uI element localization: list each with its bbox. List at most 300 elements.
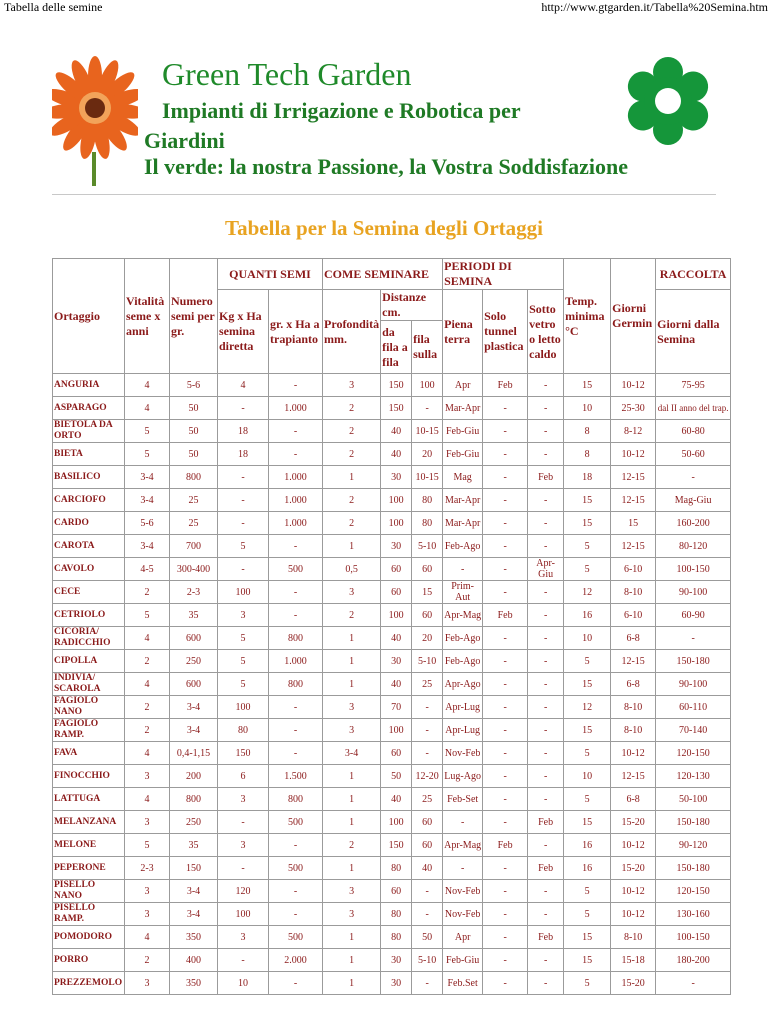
table-cell: 15	[564, 926, 611, 949]
table-cell: 4	[125, 742, 170, 765]
table-cell: Feb-Giu	[443, 443, 483, 466]
table-cell: 3-4	[170, 880, 218, 903]
header-ortaggio: Ortaggio	[53, 259, 125, 374]
table-row	[53, 443, 731, 466]
table-cell: 300-400	[170, 558, 218, 581]
header-periodi: PERIODI DI SEMINA	[443, 259, 564, 290]
table-cell: Apr	[443, 926, 483, 949]
table-cell: 20	[412, 443, 443, 466]
table-cell: -	[218, 558, 269, 581]
header-distanze: Distanze cm.	[381, 290, 443, 321]
table-cell: -	[412, 742, 443, 765]
table-cell: 5	[564, 903, 611, 926]
table-cell: -	[269, 374, 323, 397]
table-cell: 5-10	[412, 535, 443, 558]
table-cell: 3	[323, 719, 381, 742]
table-cell: 150	[218, 742, 269, 765]
table-cell: 1	[323, 857, 381, 880]
table-cell: 50	[412, 926, 443, 949]
table-cell: 12	[564, 696, 611, 719]
table-cell: -	[483, 719, 528, 742]
table-cell: -	[528, 673, 564, 696]
table-row	[53, 397, 731, 420]
table-row	[53, 926, 731, 949]
header-giorni-germin: Giorni Germin	[611, 259, 656, 374]
cell-ortaggio: CARDO	[53, 512, 125, 535]
table-cell: 3	[125, 811, 170, 834]
table-row	[53, 535, 731, 558]
table-cell: 2	[125, 719, 170, 742]
table-cell: 2	[125, 949, 170, 972]
table-cell: -	[412, 397, 443, 420]
table-cell: 6-8	[611, 788, 656, 811]
table-cell: Feb-Set	[443, 788, 483, 811]
cell-ortaggio: CIPOLLA	[53, 650, 125, 673]
table-cell: Feb	[528, 466, 564, 489]
table-cell: 5-10	[412, 650, 443, 673]
table-cell: 500	[269, 558, 323, 581]
table-row	[53, 581, 731, 604]
table-cell: -	[483, 857, 528, 880]
table-cell: 25	[412, 673, 443, 696]
table-cell: 1	[323, 949, 381, 972]
table-cell: 25	[170, 489, 218, 512]
table-row	[53, 627, 731, 650]
table-cell: 100	[218, 903, 269, 926]
table-cell: 12-20	[412, 765, 443, 788]
table-cell: -	[443, 857, 483, 880]
table-cell: 3	[323, 903, 381, 926]
table-cell: -	[218, 512, 269, 535]
table-cell: 100	[381, 512, 412, 535]
table-cell: 10-12	[611, 903, 656, 926]
table-cell: 10	[564, 627, 611, 650]
table-cell: 90-100	[656, 673, 731, 696]
table-cell: 2	[323, 834, 381, 857]
table-cell: 150-180	[656, 857, 731, 880]
header-kg-ha: Kg x Ha semina diretta	[218, 290, 269, 374]
table-cell: 60-80	[656, 420, 731, 443]
table-cell: 800	[269, 673, 323, 696]
cell-ortaggio: PEPERONE	[53, 857, 125, 880]
table-row	[53, 604, 731, 627]
table-cell: -	[483, 397, 528, 420]
table-cell: -	[528, 535, 564, 558]
table-cell: 800	[170, 466, 218, 489]
table-row	[53, 765, 731, 788]
cell-ortaggio: CARCIOFO	[53, 489, 125, 512]
table-cell: Apr	[443, 374, 483, 397]
table-cell: 600	[170, 673, 218, 696]
cell-ortaggio: BIETA	[53, 443, 125, 466]
table-cell: 4	[125, 788, 170, 811]
table-cell: -	[483, 466, 528, 489]
table-cell: 40	[381, 420, 412, 443]
table-cell: 400	[170, 949, 218, 972]
table-cell: 5	[218, 650, 269, 673]
table-cell: 10	[564, 765, 611, 788]
table-cell: 18	[218, 420, 269, 443]
table-cell: 3	[323, 696, 381, 719]
table-cell: 40	[412, 857, 443, 880]
table-cell: 60	[412, 811, 443, 834]
table-cell: 1.000	[269, 397, 323, 420]
table-cell: dal II anno del trap.	[656, 397, 731, 420]
table-cell: 15	[564, 949, 611, 972]
cell-ortaggio: ANGURIA	[53, 374, 125, 397]
table-cell: 600	[170, 627, 218, 650]
table-row	[53, 742, 731, 765]
table-cell: -	[656, 972, 731, 995]
table-cell: 0,4-1,15	[170, 742, 218, 765]
table-cell: -	[528, 397, 564, 420]
table-cell: 30	[381, 466, 412, 489]
table-cell: Feb	[483, 604, 528, 627]
table-cell: Feb	[528, 857, 564, 880]
table-row	[53, 857, 731, 880]
table-cell: -	[528, 742, 564, 765]
table-cell: 5-6	[125, 512, 170, 535]
table-cell: 80-120	[656, 535, 731, 558]
table-cell: Feb-Ago	[443, 627, 483, 650]
table-cell: -	[412, 719, 443, 742]
table-cell: 1	[323, 765, 381, 788]
table-cell: 8-10	[611, 581, 656, 604]
table-cell: 10-12	[611, 742, 656, 765]
table-cell: 3	[218, 604, 269, 627]
table-cell: 1.000	[269, 650, 323, 673]
header-raccolta: RACCOLTA	[656, 259, 731, 290]
table-cell: 100	[381, 604, 412, 627]
table-cell: -	[528, 880, 564, 903]
table-cell: 12-15	[611, 535, 656, 558]
table-cell: -	[269, 604, 323, 627]
table-cell: -	[443, 558, 483, 581]
table-cell: 3-4	[125, 466, 170, 489]
table-row	[53, 719, 731, 742]
table-cell: -	[656, 466, 731, 489]
table-cell: -	[528, 604, 564, 627]
company-slogan: Il verde: la nostra Passione, la Vostra Soddisfazione	[144, 154, 629, 179]
cell-ortaggio: PREZZEMOLO	[53, 972, 125, 995]
table-cell: -	[269, 719, 323, 742]
table-cell: 4	[125, 397, 170, 420]
table-cell: Apr-Giu	[528, 558, 564, 581]
company-subtitle-line2: Giardini	[144, 128, 225, 153]
table-cell: -	[269, 696, 323, 719]
table-cell: 150	[381, 834, 412, 857]
table-cell: 1.000	[269, 466, 323, 489]
header-divider	[52, 194, 716, 195]
table-cell: Lug-Ago	[443, 765, 483, 788]
table-cell: 15	[564, 811, 611, 834]
table-cell: -	[483, 972, 528, 995]
table-cell: -	[528, 581, 564, 604]
table-cell: 4	[218, 374, 269, 397]
table-cell: -	[483, 627, 528, 650]
table-cell: 10-12	[611, 834, 656, 857]
table-cell: 12-15	[611, 650, 656, 673]
table-cell: -	[483, 696, 528, 719]
table-row	[53, 788, 731, 811]
table-cell: 30	[381, 972, 412, 995]
table-cell: -	[483, 811, 528, 834]
table-cell: 2	[125, 696, 170, 719]
cell-ortaggio: FAGIOLO NANO	[53, 696, 125, 719]
table-cell: 35	[170, 834, 218, 857]
table-cell: 5	[125, 443, 170, 466]
table-cell: 3	[218, 834, 269, 857]
table-cell: -	[483, 420, 528, 443]
table-cell: 60	[381, 581, 412, 604]
table-cell: 800	[269, 788, 323, 811]
table-row	[53, 558, 731, 581]
table-cell: Feb	[528, 926, 564, 949]
table-cell: 30	[381, 949, 412, 972]
table-cell: 10-15	[412, 420, 443, 443]
table-cell: 100	[412, 374, 443, 397]
table-cell: 130-160	[656, 903, 731, 926]
table-row	[53, 673, 731, 696]
sowing-table	[52, 258, 731, 995]
table-cell: -	[483, 788, 528, 811]
table-cell: 700	[170, 535, 218, 558]
table-cell: 8-10	[611, 696, 656, 719]
company-name: Green Tech Garden	[162, 56, 412, 92]
table-cell: 5	[125, 834, 170, 857]
table-cell: -	[528, 949, 564, 972]
table-cell: 15	[564, 512, 611, 535]
cell-ortaggio: LATTUGA	[53, 788, 125, 811]
table-cell: 8-10	[611, 719, 656, 742]
table-cell: -	[483, 581, 528, 604]
table-cell: 16	[564, 857, 611, 880]
table-cell: 80	[381, 926, 412, 949]
table-cell: Mar-Apr	[443, 489, 483, 512]
table-cell: 3-4	[170, 719, 218, 742]
table-row	[53, 903, 731, 926]
table-cell: -	[412, 972, 443, 995]
table-cell: -	[483, 558, 528, 581]
table-cell: Apr-Lug	[443, 719, 483, 742]
table-cell: 60	[412, 604, 443, 627]
table-cell: 1	[323, 926, 381, 949]
table-cell: -	[528, 489, 564, 512]
table-cell: 18	[564, 466, 611, 489]
table-cell: -	[412, 880, 443, 903]
table-cell: Mar-Apr	[443, 397, 483, 420]
table-row	[53, 834, 731, 857]
table-cell: 100-150	[656, 558, 731, 581]
table-cell: -	[483, 443, 528, 466]
table-cell: 100-150	[656, 926, 731, 949]
table-cell: Feb-Ago	[443, 650, 483, 673]
table-cell: 4	[125, 374, 170, 397]
table-cell: 3	[323, 581, 381, 604]
table-cell: 1.000	[269, 512, 323, 535]
table-cell: Nov-Feb	[443, 880, 483, 903]
table-cell: 150-180	[656, 650, 731, 673]
table-cell: 800	[269, 627, 323, 650]
table-cell: 6-8	[611, 673, 656, 696]
table-cell: -	[218, 949, 269, 972]
table-cell: 10-12	[611, 880, 656, 903]
table-cell: 8-10	[611, 926, 656, 949]
table-cell: 3-4	[170, 903, 218, 926]
table-cell: -	[528, 627, 564, 650]
table-cell: Mag-Giu	[656, 489, 731, 512]
table-cell: 2	[125, 581, 170, 604]
table-cell: -	[269, 903, 323, 926]
table-cell: 5	[218, 627, 269, 650]
cell-ortaggio: POMODORO	[53, 926, 125, 949]
table-cell: Feb	[483, 834, 528, 857]
table-cell: 5	[564, 558, 611, 581]
header-profondita: Profondità mm.	[323, 290, 381, 374]
table-cell: 60	[381, 742, 412, 765]
table-cell: 10	[564, 397, 611, 420]
table-cell: 3	[125, 972, 170, 995]
table-cell: 2	[323, 512, 381, 535]
table-cell: 5	[218, 673, 269, 696]
header-sotto-vetro: Sotto vetro o letto caldo	[528, 290, 564, 374]
table-row	[53, 880, 731, 903]
table-cell: 3-4	[323, 742, 381, 765]
table-cell: 60-90	[656, 604, 731, 627]
header-come-seminare: COME SEMINARE	[323, 259, 443, 290]
table-cell: 5	[564, 535, 611, 558]
table-cell: 150	[170, 857, 218, 880]
table-cell: 150	[381, 374, 412, 397]
table-cell: Feb-Giu	[443, 420, 483, 443]
table-cell: 3	[125, 903, 170, 926]
table-cell: -	[528, 788, 564, 811]
table-cell: 10-15	[412, 466, 443, 489]
table-cell: 2	[323, 604, 381, 627]
table-cell: 3-4	[125, 489, 170, 512]
table-cell: 16	[564, 604, 611, 627]
table-cell: -	[483, 765, 528, 788]
table-cell: 60-110	[656, 696, 731, 719]
table-cell: -	[528, 719, 564, 742]
cell-ortaggio: MELANZANA	[53, 811, 125, 834]
table-cell: Feb	[528, 811, 564, 834]
table-cell: 15	[611, 512, 656, 535]
table-cell: 5-6	[170, 374, 218, 397]
header-piena-terra: Piena terra	[443, 290, 483, 374]
table-cell: Feb-Ago	[443, 535, 483, 558]
table-cell: 1	[323, 650, 381, 673]
table-cell: 150	[381, 397, 412, 420]
table-cell: -	[483, 650, 528, 673]
table-cell: 2	[323, 420, 381, 443]
table-cell: 120-150	[656, 880, 731, 903]
table-cell: -	[528, 834, 564, 857]
table-cell: 3	[218, 926, 269, 949]
table-row	[53, 696, 731, 719]
table-cell: 5	[564, 742, 611, 765]
table-cell: 60	[381, 880, 412, 903]
table-cell: Apr-Mag	[443, 834, 483, 857]
table-cell: Prim-Aut	[443, 581, 483, 604]
table-cell: 30	[381, 650, 412, 673]
table-cell: 250	[170, 811, 218, 834]
table-cell: -	[656, 627, 731, 650]
table-cell: 3	[323, 880, 381, 903]
table-cell: 40	[381, 788, 412, 811]
cell-ortaggio: CAROTA	[53, 535, 125, 558]
cell-ortaggio: CAVOLO	[53, 558, 125, 581]
table-cell: 50	[170, 420, 218, 443]
table-cell: 60	[412, 834, 443, 857]
page-header-title: Tabella delle semine	[4, 0, 103, 14]
table-cell: 90-100	[656, 581, 731, 604]
table-row	[53, 650, 731, 673]
table-cell: 40	[381, 443, 412, 466]
table-cell: 80	[381, 903, 412, 926]
table-cell: 100	[218, 696, 269, 719]
header-numero-semi: Numero semi per gr.	[170, 259, 218, 374]
table-row	[53, 466, 731, 489]
table-cell: -	[269, 834, 323, 857]
table-cell: -	[218, 397, 269, 420]
table-row	[53, 374, 731, 397]
cell-ortaggio: PISELLO NANO	[53, 880, 125, 903]
table-cell: -	[528, 443, 564, 466]
table-cell: 15	[412, 581, 443, 604]
table-cell: 10	[218, 972, 269, 995]
table-cell: Nov-Feb	[443, 903, 483, 926]
table-cell: 2-3	[125, 857, 170, 880]
table-row	[53, 512, 731, 535]
table-cell: 500	[269, 926, 323, 949]
table-title: Tabella per la Semina degli Ortaggi	[225, 216, 543, 240]
table-cell: -	[483, 512, 528, 535]
table-cell: 5	[125, 420, 170, 443]
cell-ortaggio: PORRO	[53, 949, 125, 972]
table-cell: -	[269, 420, 323, 443]
table-cell: 100	[218, 581, 269, 604]
table-cell: 350	[170, 972, 218, 995]
flower-logo-icon	[52, 56, 138, 186]
table-cell: 75-95	[656, 374, 731, 397]
company-subtitle-line1: Impianti di Irrigazione e Robotica per	[162, 98, 521, 123]
table-row	[53, 949, 731, 972]
table-cell: -	[412, 903, 443, 926]
table-cell: -	[528, 972, 564, 995]
table-cell: 1.000	[269, 489, 323, 512]
table-cell: -	[483, 673, 528, 696]
table-cell: 18	[218, 443, 269, 466]
table-cell: 3	[125, 765, 170, 788]
table-cell: 1	[323, 535, 381, 558]
table-cell: 2.000	[269, 949, 323, 972]
table-cell: 4	[125, 926, 170, 949]
table-cell: 160-200	[656, 512, 731, 535]
table-cell: 15-20	[611, 972, 656, 995]
table-cell: 40	[381, 673, 412, 696]
table-cell: 2-3	[170, 581, 218, 604]
table-cell: 8-12	[611, 420, 656, 443]
table-cell: 200	[170, 765, 218, 788]
table-cell: 12	[564, 581, 611, 604]
cell-ortaggio: ASPARAGO	[53, 397, 125, 420]
cell-ortaggio: INDIVIA/ SCAROLA	[53, 673, 125, 696]
table-cell: 25-30	[611, 397, 656, 420]
table-cell: 15-20	[611, 857, 656, 880]
table-cell: 80	[412, 489, 443, 512]
table-cell: 4	[125, 673, 170, 696]
